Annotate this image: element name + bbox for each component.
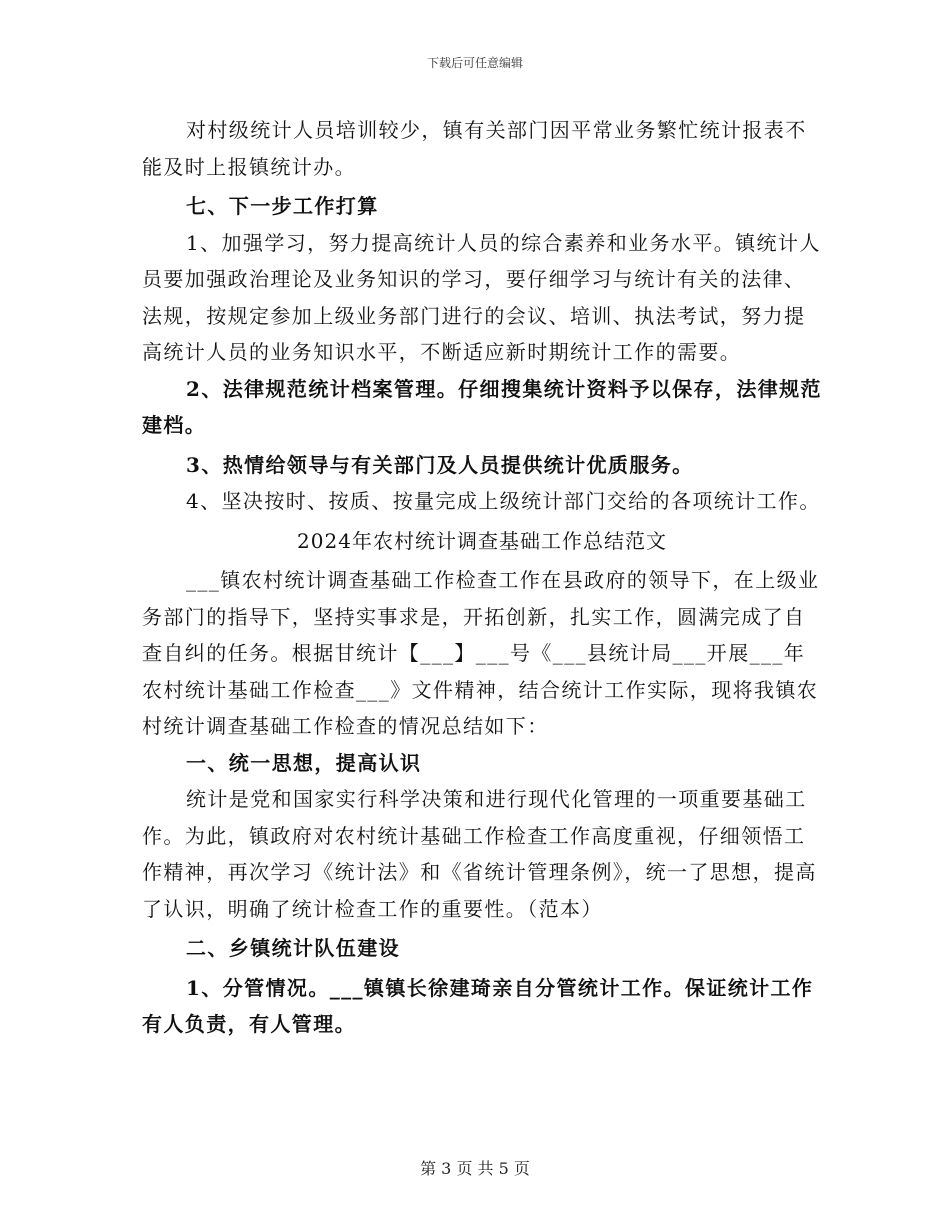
list-item-management: 1、分管情况。___镇镇长徐建琦亲自分管统计工作。保证统计工作有人负责，有人管理。 (142, 975, 814, 1036)
heading-next-steps: 七、下一步工作打算 (186, 194, 379, 218)
list-item-strengthen-study: 1、加强学习，努力提高统计人员的综合素养和业务水平。镇统计人员要加强政治理论及业务知识的学习，要仔细学习与统计有关的法律、法规，按规定参加上级业务部门进行的会议、培训、执法考试，努力提高统计人员的业务知识水平，不断适应新时期统计工作的需要。 (142, 230, 821, 364)
heading-team-building: 二、乡镇统计队伍建设 (186, 936, 400, 960)
paragraph-training: 对村级统计人员培训较少，镇有关部门因平常业务繁忙统计报表不能及时上报镇统计办。 (142, 118, 807, 179)
header-note: 下载后可任意编辑 (426, 56, 523, 70)
heading-unify-thinking: 一、统一思想，提高认识 (186, 750, 422, 775)
document-title: 2024年农村统计调查基础工作总结范文 (297, 528, 667, 553)
list-item-complete-tasks: 4、坚决按时、按质、按量完成上级统计部门交给的各项统计工作。 (186, 489, 821, 513)
list-item-quality-service: 3、热情给领导与有关部门及人员提供统计优质服务。 (186, 452, 694, 477)
page-number: 第 3 页 共 5 页 (420, 1159, 530, 1178)
list-item-archive-management: 2、法律规范统计档案管理。仔细搜集统计资料予以保存，法律规范建档。 (142, 376, 822, 437)
document-body (142, 112, 822, 1043)
paragraph-intro: ___镇农村统计调查基础工作检查工作在县政府的领导下，在上级业务部门的指导下，坚持实事求是，开拓创新，扎实工作，圆满完成了自查自纠的任务。根据甘统计【___】___号《___县统计局___开展___年农村统计基础工作检查___》文件精神，结合统计工作实际，现将我镇农村统计调查基础工作检查的情况总结如下： (142, 568, 820, 738)
paragraph-unify-thinking: 统计是党和国家实行科学决策和进行现代化管理的一项重要基础工作。为此，镇政府对农村统计基础工作检查工作高度重视，仔细领悟工作精神，再次学习《统计法》和《省统计管理条例》，统一了思想，提高了认识，明确了统计检查工作的重要性。（范本） (142, 787, 817, 921)
